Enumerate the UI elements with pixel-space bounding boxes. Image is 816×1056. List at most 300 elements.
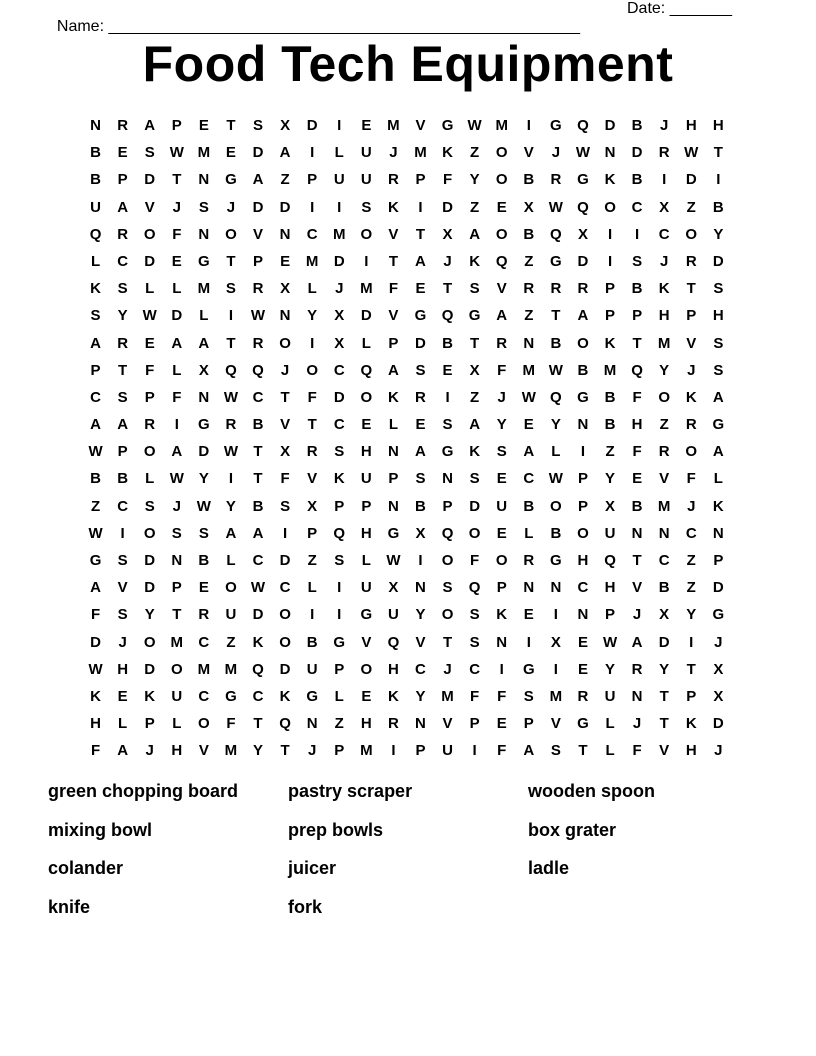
grid-letter: L	[226, 552, 236, 569]
grid-letter: X	[442, 225, 453, 243]
grid-letter: M	[387, 117, 400, 134]
grid-letter: D	[252, 198, 264, 216]
grid-letter: N	[306, 715, 318, 733]
grid-letter: K	[658, 280, 670, 298]
grid-letter: J	[632, 715, 642, 733]
grid-letter: N	[442, 470, 453, 488]
grid-letter: O	[279, 633, 291, 651]
grid-letter: Y	[307, 307, 318, 325]
grid-letter: Y	[415, 606, 426, 624]
grid-letter: P	[686, 687, 697, 705]
grid-letter: J	[660, 117, 669, 134]
name-field-line: Name: _____________________________________________________	[56, 18, 581, 35]
grid-letter: C	[577, 579, 589, 597]
grid-letter: S	[144, 144, 155, 162]
grid-letter: D	[144, 171, 156, 189]
grid-letter: U	[604, 687, 616, 705]
grid-letter: R	[631, 660, 643, 678]
grid-letter: D	[279, 198, 291, 216]
grid-letter: R	[117, 334, 129, 352]
grid-row	[82, 493, 732, 520]
grid-letter: I	[635, 225, 640, 243]
grid-letter: A	[469, 416, 481, 434]
grid-letter: Y	[605, 660, 616, 678]
grid-letter: O	[279, 334, 291, 352]
grid-letter: W	[684, 144, 699, 162]
grid-letter: M	[224, 660, 238, 678]
word-list-item: prep bowls	[288, 819, 384, 840]
grid-letter: I	[310, 144, 315, 162]
grid-letter: T	[280, 742, 290, 760]
grid-letter: N	[171, 552, 183, 569]
grid-letter: D	[577, 252, 589, 270]
grid-letter: C	[658, 552, 670, 569]
grid-letter: O	[658, 388, 671, 406]
grid-letter: W	[548, 361, 563, 379]
grid-letter: S	[117, 280, 128, 298]
grid-letter: N	[604, 144, 616, 162]
grid-row	[82, 112, 732, 139]
grid-letter: Q	[225, 361, 237, 379]
grid-letter: B	[523, 225, 535, 243]
grid-letter: J	[389, 144, 398, 162]
grid-letter: P	[713, 552, 724, 569]
grid-letter: N	[415, 579, 426, 597]
grid-letter: V	[659, 470, 670, 488]
grid-letter: Y	[659, 660, 670, 678]
grid-letter: T	[659, 687, 669, 705]
grid-letter: S	[117, 388, 128, 406]
grid-letter: P	[307, 524, 318, 542]
grid-letter: N	[631, 687, 643, 705]
grid-letter: Q	[577, 198, 589, 216]
grid-letter: A	[415, 252, 426, 270]
grid-letter: A	[469, 225, 481, 243]
grid-letter: S	[90, 307, 101, 325]
grid-letter: J	[687, 497, 696, 515]
grid-letter: F	[686, 470, 696, 488]
grid-letter: R	[577, 687, 589, 705]
grid-letter: A	[415, 443, 426, 461]
grid-letter: W	[169, 470, 184, 488]
grid-letter: T	[578, 742, 588, 760]
grid-letter: C	[252, 552, 264, 569]
header	[48, 0, 748, 35]
grid-letter: P	[334, 742, 345, 760]
grid-letter: S	[198, 524, 209, 542]
grid-row	[82, 221, 732, 248]
grid-letter: L	[361, 334, 371, 352]
grid-letter: B	[117, 470, 129, 488]
grid-letter: M	[197, 660, 211, 678]
grid-row	[82, 248, 732, 275]
grid-letter: S	[442, 416, 453, 434]
grid-letter: B	[252, 416, 264, 434]
grid-letter: A	[117, 198, 129, 216]
grid-letter: P	[415, 171, 426, 189]
grid-letter: R	[144, 416, 156, 434]
grid-letter: D	[252, 144, 264, 162]
grid-letter: F	[632, 742, 642, 760]
grid-letter: R	[117, 225, 129, 243]
grid-letter: X	[280, 443, 291, 461]
grid-letter: K	[387, 198, 399, 216]
grid-letter: Q	[279, 715, 291, 733]
grid-letter: A	[577, 307, 589, 325]
grid-letter: K	[387, 388, 399, 406]
grid-letter: R	[550, 280, 562, 298]
grid-letter: B	[306, 633, 318, 651]
grid-letter: I	[716, 171, 721, 189]
grid-letter: X	[659, 198, 670, 216]
grid-letter: S	[198, 198, 209, 216]
grid-letter: D	[415, 334, 426, 352]
grid-letter: D	[712, 579, 724, 597]
grid-letter: Y	[686, 606, 697, 624]
grid-letter: X	[605, 497, 616, 515]
grid-letter: J	[280, 361, 290, 379]
grid-letter: R	[117, 117, 129, 134]
grid-letter: R	[252, 280, 264, 298]
grid-letter: S	[334, 552, 345, 569]
grid-letter: Z	[307, 552, 317, 569]
grid-letter: B	[550, 524, 562, 542]
grid-letter: W	[142, 307, 157, 325]
grid-letter: U	[496, 497, 508, 515]
grid-letter: T	[253, 443, 263, 461]
grid-letter: E	[361, 687, 372, 705]
grid-letter: Z	[524, 307, 534, 325]
grid-letter: Y	[225, 497, 236, 515]
grid-row	[82, 547, 732, 574]
grid-letter: P	[388, 334, 399, 352]
grid-letter: Z	[686, 552, 696, 569]
grid-letter: P	[442, 497, 453, 515]
grid-letter: I	[445, 388, 450, 406]
grid-letter: N	[496, 633, 508, 651]
grid-letter: T	[659, 715, 669, 733]
grid-letter: X	[334, 334, 345, 352]
grid-letter: J	[714, 742, 723, 760]
grid-letter: A	[631, 633, 643, 651]
grid-letter: G	[198, 416, 210, 434]
grid-row	[82, 629, 732, 656]
grid-letter: X	[307, 497, 318, 515]
grid-letter: I	[526, 117, 531, 134]
grid-letter: N	[198, 171, 210, 189]
grid-letter: Y	[415, 687, 426, 705]
grid-letter: Z	[605, 443, 615, 461]
grid-letter: V	[307, 470, 318, 488]
grid-letter: I	[580, 443, 586, 461]
grid-letter: V	[496, 280, 507, 298]
grid-letter: O	[198, 715, 210, 733]
grid-letter: A	[712, 388, 724, 406]
grid-letter: D	[144, 552, 156, 569]
grid-letter: K	[90, 280, 101, 298]
grid-letter: Q	[387, 633, 400, 651]
grid-letter: L	[605, 715, 615, 733]
grid-letter: T	[632, 334, 642, 352]
grid-letter: W	[88, 524, 103, 542]
grid-letter: H	[685, 117, 697, 134]
grid-letter: D	[442, 198, 453, 216]
grid-letter: T	[172, 606, 182, 624]
grid-letter: B	[523, 171, 535, 189]
grid-letter: P	[253, 252, 264, 270]
grid-row	[82, 275, 732, 302]
grid-letter: O	[495, 144, 508, 162]
grid-letter: H	[658, 307, 670, 325]
grid-letter: K	[469, 443, 481, 461]
grid-row	[82, 357, 732, 384]
grid-letter: X	[469, 361, 480, 379]
grid-letter: O	[360, 225, 373, 243]
grid-letter: R	[387, 171, 399, 189]
grid-letter: J	[335, 280, 344, 298]
grid-letter: S	[713, 334, 724, 352]
grid-letter: B	[198, 552, 210, 569]
grid-letter: D	[279, 660, 291, 678]
grid-letter: T	[632, 552, 642, 569]
grid-row	[82, 656, 732, 683]
grid-letter: C	[198, 633, 210, 651]
grid-letter: G	[360, 606, 373, 624]
grid-letter: S	[469, 280, 480, 298]
grid-letter: Q	[89, 225, 102, 243]
grid-letter: O	[306, 361, 318, 379]
grid-letter: G	[577, 388, 589, 406]
grid-letter: O	[468, 524, 481, 542]
grid-letter: Y	[550, 416, 561, 434]
grid-letter: T	[415, 225, 426, 243]
grid-letter: V	[415, 117, 426, 134]
grid-letter: I	[310, 198, 315, 216]
grid-letter: N	[415, 715, 426, 733]
grid-letter: W	[250, 579, 266, 597]
grid-letter: F	[497, 361, 507, 379]
grid-letter: T	[686, 660, 696, 678]
grid-letter: W	[88, 660, 103, 678]
grid-letter: I	[662, 171, 667, 189]
grid-letter: R	[658, 144, 670, 162]
grid-letter: I	[364, 252, 369, 270]
grid-letter: T	[551, 307, 561, 325]
grid-letter: A	[90, 416, 101, 434]
grid-letter: N	[658, 524, 670, 542]
grid-letter: P	[605, 307, 616, 325]
grid-letter: M	[224, 742, 238, 760]
grid-letter: T	[470, 334, 480, 352]
grid-letter: X	[713, 660, 724, 678]
grid-letter: G	[550, 117, 562, 134]
grid-letter: V	[117, 579, 128, 597]
grid-letter: C	[117, 252, 129, 270]
grid-letter: Q	[468, 579, 481, 597]
grid-letter: J	[551, 144, 561, 162]
grid-letter: M	[360, 742, 373, 760]
grid-letter: F	[497, 742, 507, 760]
grid-letter: I	[228, 307, 234, 325]
grid-row	[82, 166, 732, 193]
grid-letter: U	[360, 171, 372, 189]
grid-letter: X	[198, 361, 209, 379]
grid-letter: G	[468, 307, 481, 325]
grid-letter: P	[307, 171, 318, 189]
grid-letter: Q	[441, 524, 454, 542]
grid-letter: H	[604, 579, 616, 597]
grid-letter: U	[360, 470, 372, 488]
grid-letter: R	[685, 252, 697, 270]
grid-letter: A	[117, 416, 129, 434]
grid-letter: L	[713, 470, 723, 488]
grid-letter: Z	[470, 198, 480, 216]
grid-letter: C	[279, 579, 291, 597]
grid-letter: H	[712, 117, 724, 134]
grid-letter: D	[712, 715, 724, 733]
grid-letter: K	[387, 687, 399, 705]
grid-letter: D	[144, 579, 156, 597]
grid-letter: O	[685, 443, 698, 461]
grid-letter: P	[577, 470, 588, 488]
grid-letter: K	[144, 687, 156, 705]
grid-letter: F	[442, 171, 453, 189]
grid-letter: C	[631, 198, 643, 216]
grid-letter: G	[306, 687, 318, 705]
grid-letter: P	[577, 497, 588, 515]
grid-letter: T	[388, 252, 398, 270]
grid-letter: O	[550, 497, 562, 515]
word-list-item: pastry scraper	[288, 781, 413, 801]
grid-letter: H	[387, 660, 399, 678]
grid-letter: P	[415, 742, 426, 760]
grid-letter: D	[333, 388, 345, 406]
grid-letter: I	[120, 524, 125, 542]
grid-letter: B	[631, 280, 643, 298]
grid-letter: I	[337, 579, 342, 597]
grid-letter: C	[685, 524, 697, 542]
grid-letter: M	[657, 334, 671, 352]
grid-row	[82, 139, 732, 166]
grid-letter: Z	[686, 579, 696, 597]
date-field-line: Date: _______	[627, 0, 732, 17]
grid-letter: I	[418, 552, 423, 569]
grid-letter: A	[198, 334, 210, 352]
grid-letter: G	[89, 552, 102, 569]
grid-letter: B	[90, 171, 101, 189]
grid-letter: Y	[713, 225, 724, 243]
grid-letter: T	[226, 334, 236, 352]
grid-letter: J	[145, 742, 154, 760]
grid-letter: F	[145, 361, 155, 379]
grid-letter: T	[280, 388, 290, 406]
grid-letter: I	[337, 606, 342, 624]
grid-letter: M	[441, 687, 454, 705]
grid-letter: S	[469, 606, 480, 624]
grid-letter: T	[442, 633, 453, 651]
grid-letter: F	[632, 443, 642, 461]
grid-letter: U	[604, 524, 616, 542]
grid-letter: Q	[577, 117, 589, 134]
grid-letter: C	[90, 388, 101, 406]
grid-letter: C	[333, 361, 345, 379]
grid-letter: M	[603, 361, 617, 379]
grid-letter: I	[283, 524, 288, 542]
grid-letter: O	[577, 524, 589, 542]
grid-letter: O	[360, 660, 373, 678]
grid-letter: H	[117, 660, 129, 678]
grid-letter: B	[442, 334, 453, 352]
grid-letter: W	[386, 552, 401, 569]
grid-letter: E	[198, 117, 209, 134]
grid-letter: A	[117, 742, 129, 760]
grid-letter: P	[171, 579, 182, 597]
grid-letter: A	[252, 524, 264, 542]
grid-letter: A	[171, 443, 183, 461]
grid-letter: S	[713, 361, 724, 379]
grid-letter: B	[631, 497, 643, 515]
word-list	[48, 778, 768, 932]
grid-letter: Z	[90, 497, 101, 515]
grid-letter: X	[334, 307, 345, 325]
grid-letter: G	[577, 171, 589, 189]
grid-letter: J	[172, 198, 181, 216]
grid-letter: U	[360, 144, 372, 162]
grid-letter: W	[602, 633, 618, 651]
grid-letter: R	[550, 171, 562, 189]
grid-letter: B	[523, 497, 535, 515]
grid-letter: G	[712, 606, 725, 624]
grid-letter: V	[659, 742, 670, 760]
grid-letter: G	[441, 443, 454, 461]
grid-letter: X	[280, 280, 291, 298]
grid-letter: V	[144, 198, 155, 216]
grid-letter: W	[250, 307, 266, 325]
grid-letter: N	[198, 388, 210, 406]
grid-letter: L	[90, 252, 101, 270]
word-list-item: juicer	[288, 858, 337, 878]
grid-letter: D	[171, 307, 183, 325]
grid-letter: J	[660, 252, 669, 270]
grid-letter: F	[172, 225, 182, 243]
grid-letter: W	[88, 443, 103, 461]
grid-letter: O	[170, 660, 183, 678]
grid-letter: R	[577, 280, 589, 298]
grid-letter: I	[310, 334, 315, 352]
grid-letter: P	[144, 388, 155, 406]
grid-letter: V	[388, 307, 399, 325]
grid-letter: C	[523, 470, 535, 488]
grid-letter: S	[253, 117, 264, 134]
grid-letter: A	[90, 334, 101, 352]
grid-letter: D	[90, 633, 101, 651]
word-list-item: mixing bowl	[48, 819, 153, 840]
grid-letter: Z	[334, 715, 344, 733]
grid-letter: E	[361, 416, 372, 434]
grid-letter: P	[469, 715, 480, 733]
grid-letter: X	[577, 225, 588, 243]
grid-letter: P	[632, 307, 643, 325]
grid-letter: O	[143, 225, 156, 243]
grid-letter: L	[118, 715, 128, 733]
grid-letter: F	[470, 687, 480, 705]
grid-letter: M	[414, 144, 427, 162]
grid-letter: B	[90, 470, 101, 488]
grid-letter: A	[523, 742, 535, 760]
grid-letter: Z	[470, 388, 480, 406]
grid-letter: N	[279, 307, 291, 325]
grid-letter: D	[306, 117, 318, 134]
